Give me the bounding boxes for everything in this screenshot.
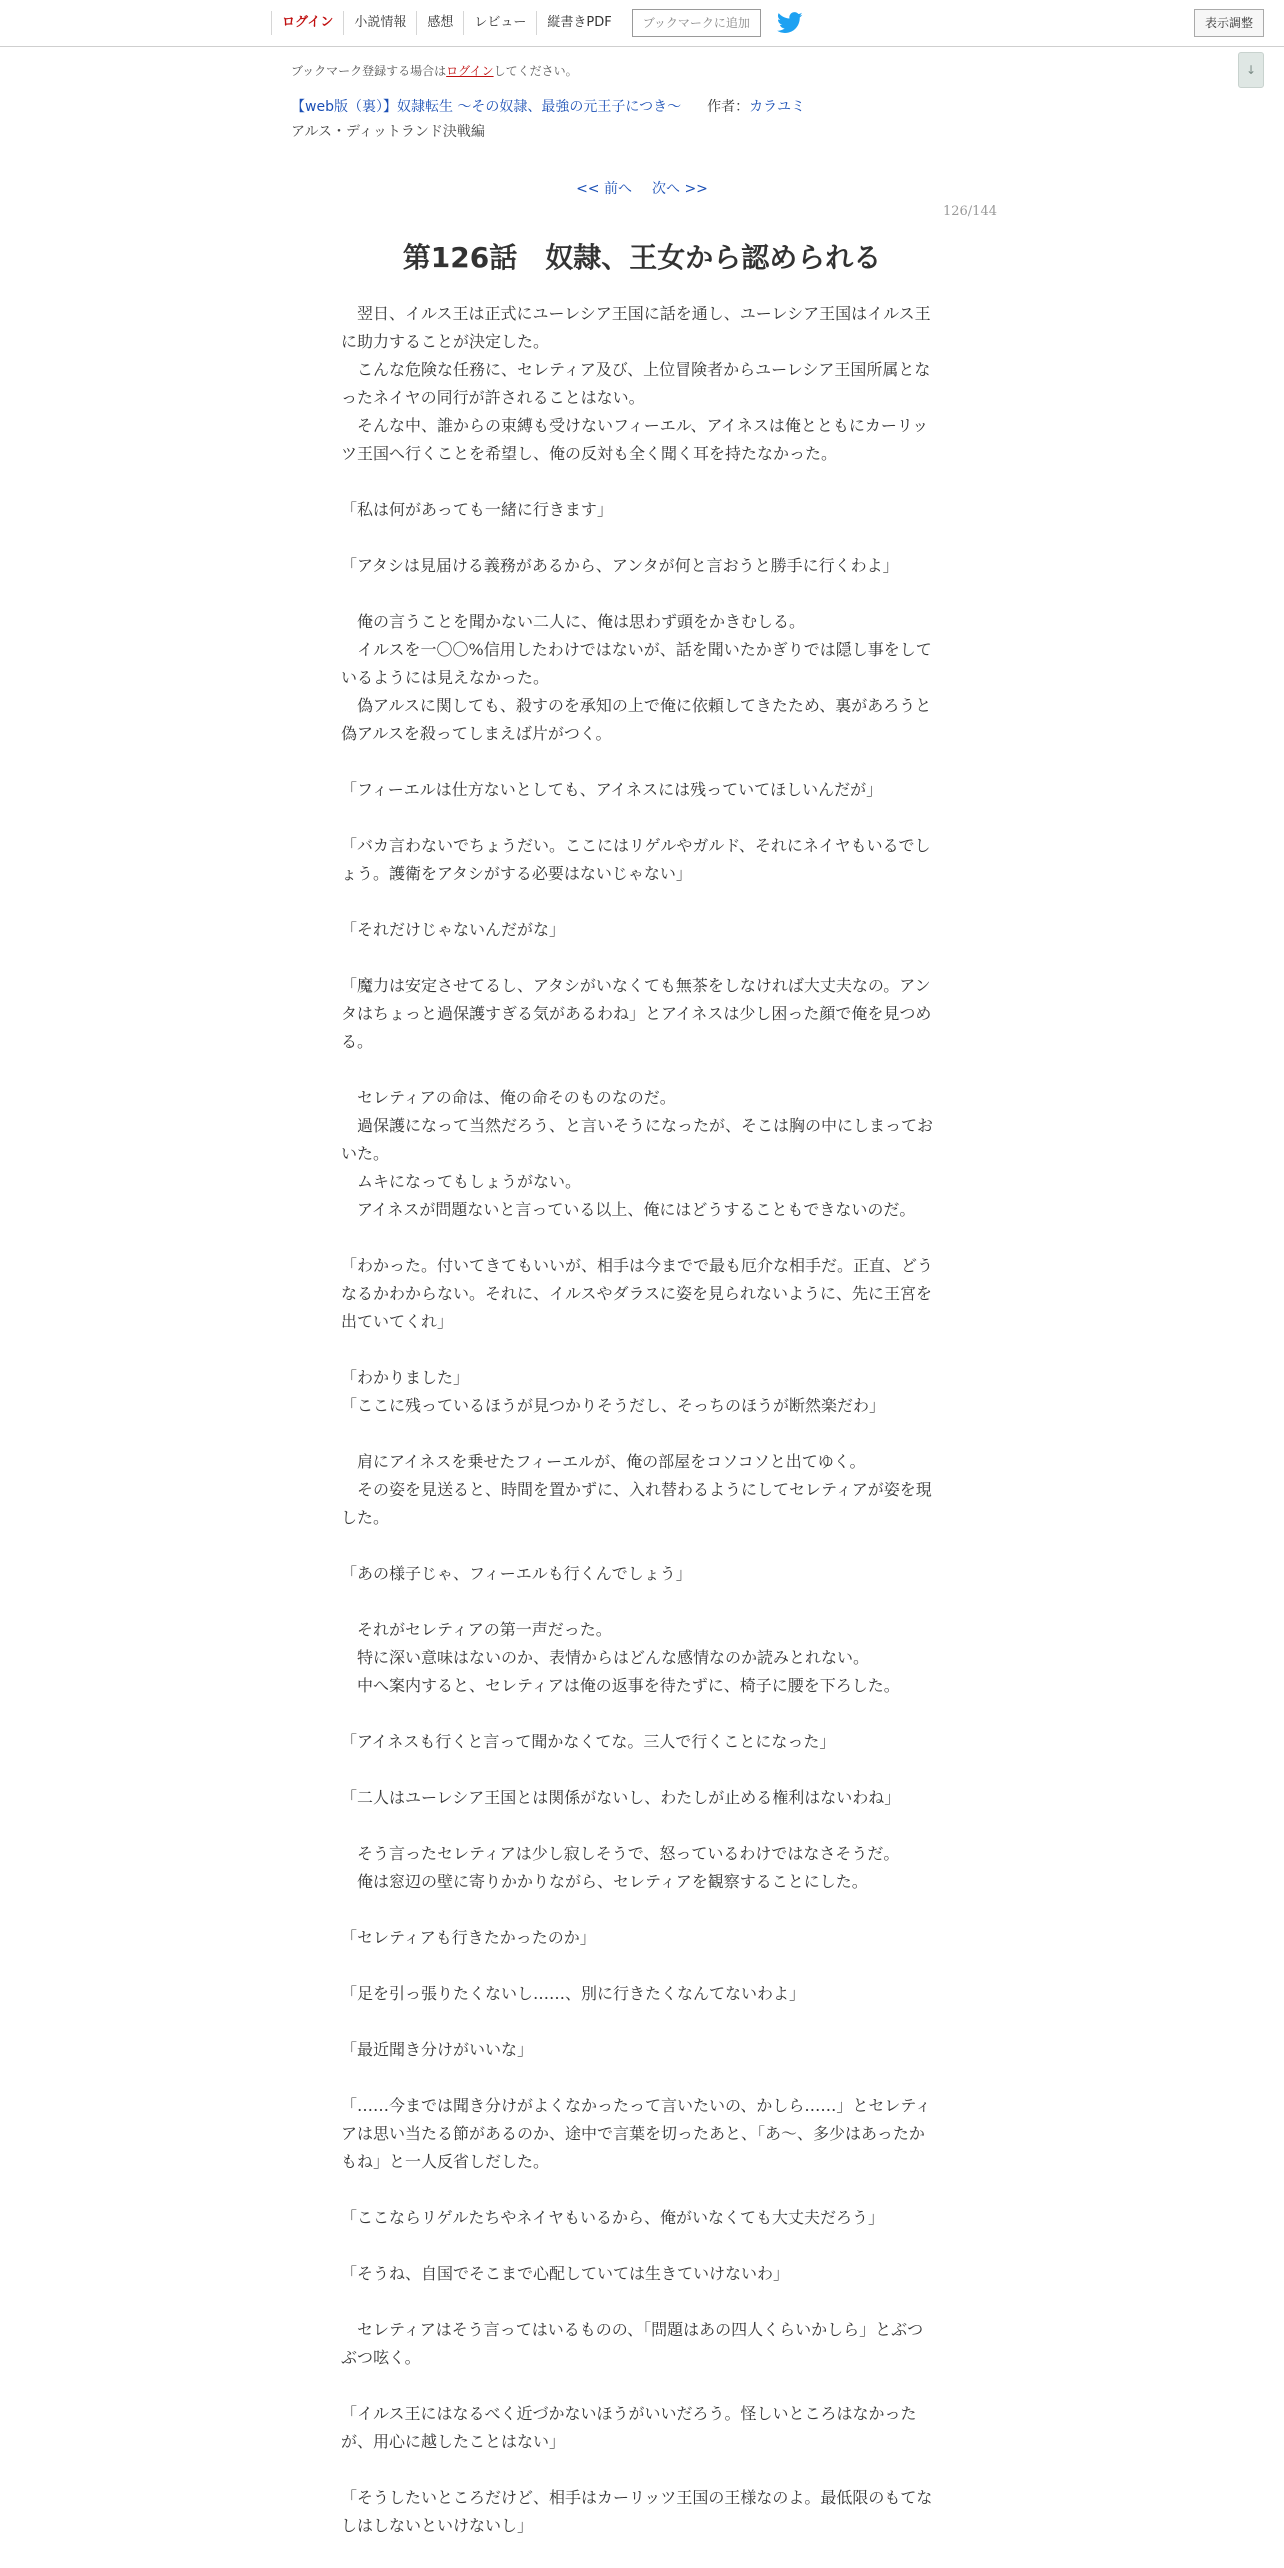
body-paragraph [341,2232,939,2260]
body-paragraph [341,944,939,972]
body-paragraph [341,888,939,916]
body-paragraph [341,524,939,552]
chapter-pager [0,178,1284,198]
body-paragraph [341,2008,939,2036]
login-link[interactable]: ログイン [271,11,343,35]
body-paragraph: イルスを一〇〇%信用したわけではないが、話を聞いたかぎりでは隠し事をしているようには見えなかった。 [341,640,932,687]
notice-text-after: してください。 [493,64,578,78]
body-paragraph [341,2372,939,2400]
author-label: 作者： [707,99,750,115]
body-paragraph [341,1336,939,1364]
twitter-icon[interactable] [777,12,803,34]
body-paragraph [341,2064,939,2092]
body-paragraph [341,1756,939,1784]
body-paragraph: 「……今までは聞き分けがよくなかったって言いたいの、かしら……」とセレティアは思い当たる節があるのか、途中で言葉を切ったあと、「あ～、多少はあったかもね」と一人反省しだした。 [341,2096,932,2171]
body-paragraph: 「フィーエルは仕方ないとしても、アイネスには残っていてほしいんだが」 [341,780,883,799]
body-paragraph: 翌日、イルス王は正式にユーレシア王国に話を通し、ユーレシア王国はイルス王に助力することが決定した。 [341,304,931,351]
body-paragraph: 「ここならリゲルたちやネイヤもいるから、俺がいなくても大丈夫だろう」 [341,2208,885,2227]
body-paragraph: 「足を引っ張りたくないし……、別に行きたくなんてないわよ」 [341,1984,806,2003]
body-paragraph: 「あの様子じゃ、フィーエルも行くんでしょう」 [341,1564,692,1583]
body-paragraph [341,804,939,832]
body-paragraph: 「アタシは見届ける義務があるから、アンタが何と言おうと勝手に行くわよ」 [341,556,899,575]
prev-chapter-link[interactable]: << 前へ [576,181,632,197]
page-number: 126/144 [942,204,997,219]
body-paragraph: 「最近聞き分けがいいな」 [341,2040,534,2059]
body-paragraph [341,2456,939,2484]
display-settings-button[interactable]: 表示調整 [1194,9,1264,37]
body-paragraph [341,1896,939,1924]
body-paragraph: 過保護になって当然だろう、と言いそうになったが、そこは胸の中にしまっておいた。 [341,1116,934,1163]
body-paragraph: 「私は何があっても一緒に行きます」 [341,500,613,519]
body-paragraph [341,2288,939,2316]
body-paragraph [341,580,939,608]
vertical-pdf-link[interactable]: 縦書きPDF [536,11,621,35]
novel-title-link[interactable]: 【web版（裏）】奴隷転生 ～その奴隷、最強の元王子につき～ [291,99,682,115]
body-paragraph: 「アイネスも行くと言って聞かなくてな。三人で行くことになった」 [341,1732,836,1751]
body-paragraph [341,1812,939,1840]
body-paragraph: こんな危険な任務に、セレティア及び、上位冒険者からユーレシア王国所属となったネイヤの同行が許されることはない。 [341,360,931,407]
chapter-title: 第126話 奴隷、王女から認められる [402,241,882,274]
body-paragraph: それがセレティアの第一声だった。 [341,1620,612,1639]
bookmark-login-notice [291,62,578,79]
novel-info [291,96,805,116]
body-paragraph [341,1952,939,1980]
chapter-group-title: アルス・ディットランド決戦編 [291,124,485,140]
body-paragraph: そんな中、誰からの束縛も受けないフィーエル、アイネスは俺とともにカーリッツ王国へ行くことを希望し、俺の反対も全く聞く耳を持たなかった。 [341,416,929,463]
notice-text-before: ブックマーク登録する場合は [291,64,447,78]
top-menu-bar [0,0,1284,47]
body-paragraph [341,1056,939,1084]
body-paragraph: 「バカ言わないでちょうだい。ここにはリゲルやガルド、それにネイヤもいるでしょう。護衛をアタシがする必要はないじゃない」 [341,836,931,883]
add-bookmark-button[interactable]: ブックマークに追加 [632,9,761,37]
body-paragraph [341,1700,939,1728]
body-paragraph [341,2176,939,2204]
author-link[interactable]: カラユミ [749,99,806,115]
global-nav [271,6,803,40]
novel-info-link[interactable]: 小説情報 [343,11,416,35]
body-paragraph: 「ここに残っているほうが見つかりそうだし、そっちのほうが断然楽だわ」 [341,1396,886,1415]
chapter-body [341,300,939,2540]
body-paragraph: 「それだけじゃないんだがな」 [341,920,566,939]
body-paragraph: その姿を見送ると、時間を置かずに、入れ替わるようにしてセレティアが姿を現した。 [341,1480,932,1527]
body-paragraph: 俺は窓辺の壁に寄りかかりながら、セレティアを観察することにした。 [341,1872,868,1891]
body-paragraph: 「魔力は安定させてるし、アタシがいなくても無茶をしなければ大丈夫なの。アンタはちょっと過保護すぎる気があるわね」とアイネスは少し困った顔で俺を見つめる。 [341,976,932,1051]
body-paragraph: アイネスが問題ないと言っている以上、俺にはどうすることもできないのだ。 [341,1200,916,1219]
body-paragraph: セレティアはそう言ってはいるものの、「問題はあの四人くらいかしら」とぶつぶつ呟く。 [341,2320,924,2367]
body-paragraph: 「イルス王にはなるべく近づかないほうがいいだろう。怪しいところはなかったが、用心に越したことはない」 [341,2404,917,2451]
body-paragraph: 「そうしたいところだけど、相手はカーリッツ王国の王様なのよ。最低限のもてなしはしないといけないし」 [341,2488,933,2535]
next-chapter-link[interactable]: 次へ >> [652,181,708,197]
body-paragraph: 俺の言うことを聞かない二人に、俺は思わず頭をかきむしる。 [341,612,806,631]
body-paragraph [341,1588,939,1616]
impression-link[interactable]: 感想 [416,11,463,35]
body-paragraph: そう言ったセレティアは少し寂しそうで、怒っているわけではなさそうだ。 [341,1844,900,1863]
body-paragraph: セレティアの命は、俺の命そのものなのだ。 [341,1088,676,1107]
body-paragraph: 肩にアイネスを乗せたフィーエルが、俺の部屋をコソコソと出てゆく。 [341,1452,866,1471]
body-paragraph [341,748,939,776]
body-paragraph: 特に深い意味はないのか、表情からはどんな感情なのか読みとれない。 [341,1648,870,1667]
scroll-down-button[interactable]: ↓ [1238,52,1264,88]
body-paragraph [341,1224,939,1252]
body-paragraph: ムキになってもしょうがない。 [341,1172,582,1191]
body-paragraph: 「二人はユーレシア王国とは関係がないし、わたしが止める権利はないわね」 [341,1788,901,1807]
body-paragraph [341,1532,939,1560]
body-paragraph: 「わかった。付いてきてもいいが、相手は今までで最も厄介な相手だ。正直、どうなるかわからない。それに、イルスやダラスに姿を見られないように、先に王宮を出ていてくれ」 [341,1256,934,1331]
body-paragraph [341,468,939,496]
notice-login-link[interactable]: ログイン [446,64,494,78]
body-paragraph: 偽アルスに関しても、殺すのを承知の上で俺に依頼してきたため、裏があろうと偽アルスを殺ってしまえば片がつく。 [341,696,932,743]
body-paragraph [341,1420,939,1448]
body-paragraph: 「わかりました」 [341,1368,470,1387]
review-link[interactable]: レビュー [463,11,536,35]
body-paragraph: 「そうね、自国でそこまで心配していては生きていけないわ」 [341,2264,790,2283]
body-paragraph: 「セレティアも行きたかったのか」 [341,1928,596,1947]
body-paragraph: 中へ案内すると、セレティアは俺の返事を待たずに、椅子に腰を下ろした。 [341,1676,900,1695]
